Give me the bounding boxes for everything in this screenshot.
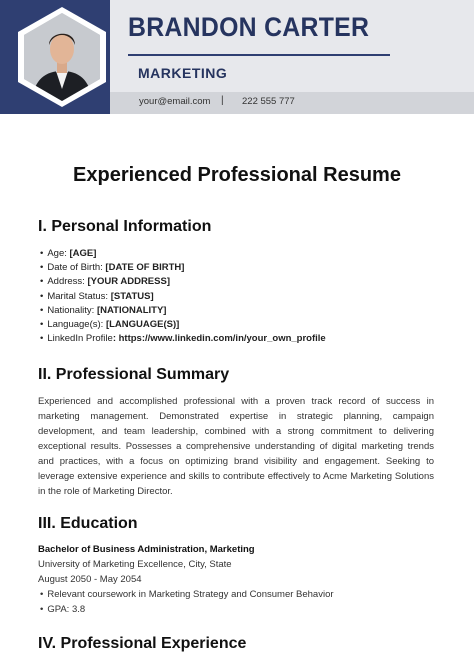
info-languages: • Language(s): [LANGUAGE(S)] — [40, 318, 326, 332]
candidate-role: MARKETING — [138, 65, 228, 81]
education-entry — [38, 542, 334, 617]
education-school: University of Marketing Excellence, City, State — [38, 559, 232, 570]
info-date-of-birth: • Date of Birth: [DATE OF BIRTH] — [40, 261, 326, 275]
contact-separator: | — [221, 95, 224, 106]
education-coursework: • Relevant coursework in Marketing Strategy and Consumer Behavior — [40, 587, 334, 602]
resume-header — [0, 0, 474, 114]
contact-email[interactable]: your@email.com — [139, 96, 211, 107]
personal-info-heading: I. Personal Information — [38, 218, 212, 235]
info-nationality: • Nationality: [NATIONALITY] — [40, 304, 326, 318]
info-linkedin[interactable]: • LinkedIn Profile: https://www.linkedin.com/in/your_own_profile — [40, 332, 326, 346]
candidate-name: BRANDON CARTER — [128, 12, 370, 42]
name-divider — [128, 54, 390, 56]
info-address: • Address: [YOUR ADDRESS] — [40, 275, 326, 289]
document-title: Experienced Professional Resume — [73, 164, 401, 186]
info-age: • Age: [AGE] — [40, 247, 326, 261]
profile-photo-frame — [18, 7, 106, 107]
contact-bar — [110, 92, 474, 114]
summary-text: Experienced and accomplished professional with a proven track record of success in marketing management. Demonstrated expertise in strategic planning, campaign development, and team leadership, combined with a strong commitment to delivering exceptional results. Possesses a comprehensive understanding of digital marketing trends and practices, with a focus on optimizing brand visibility and engagement. Seeking to leverage extensive experience and skills to contribute effectively to Acme Marketing Solutions in the role of Marketing Director. — [38, 396, 434, 497]
info-marital-status: • Marital Status: [STATUS] — [40, 290, 326, 304]
education-degree: Bachelor of Business Administration, Marketing — [38, 544, 255, 555]
contact-phone: 222 555 777 — [242, 96, 295, 107]
education-heading: III. Education — [38, 515, 138, 532]
experience-heading: IV. Professional Experience — [38, 635, 247, 652]
education-gpa: • GPA: 3.8 — [40, 602, 334, 617]
personal-info-list — [40, 247, 326, 346]
education-dates: August 2050 - May 2054 — [38, 574, 142, 585]
education-details — [40, 587, 334, 617]
summary-heading: II. Professional Summary — [38, 366, 230, 383]
